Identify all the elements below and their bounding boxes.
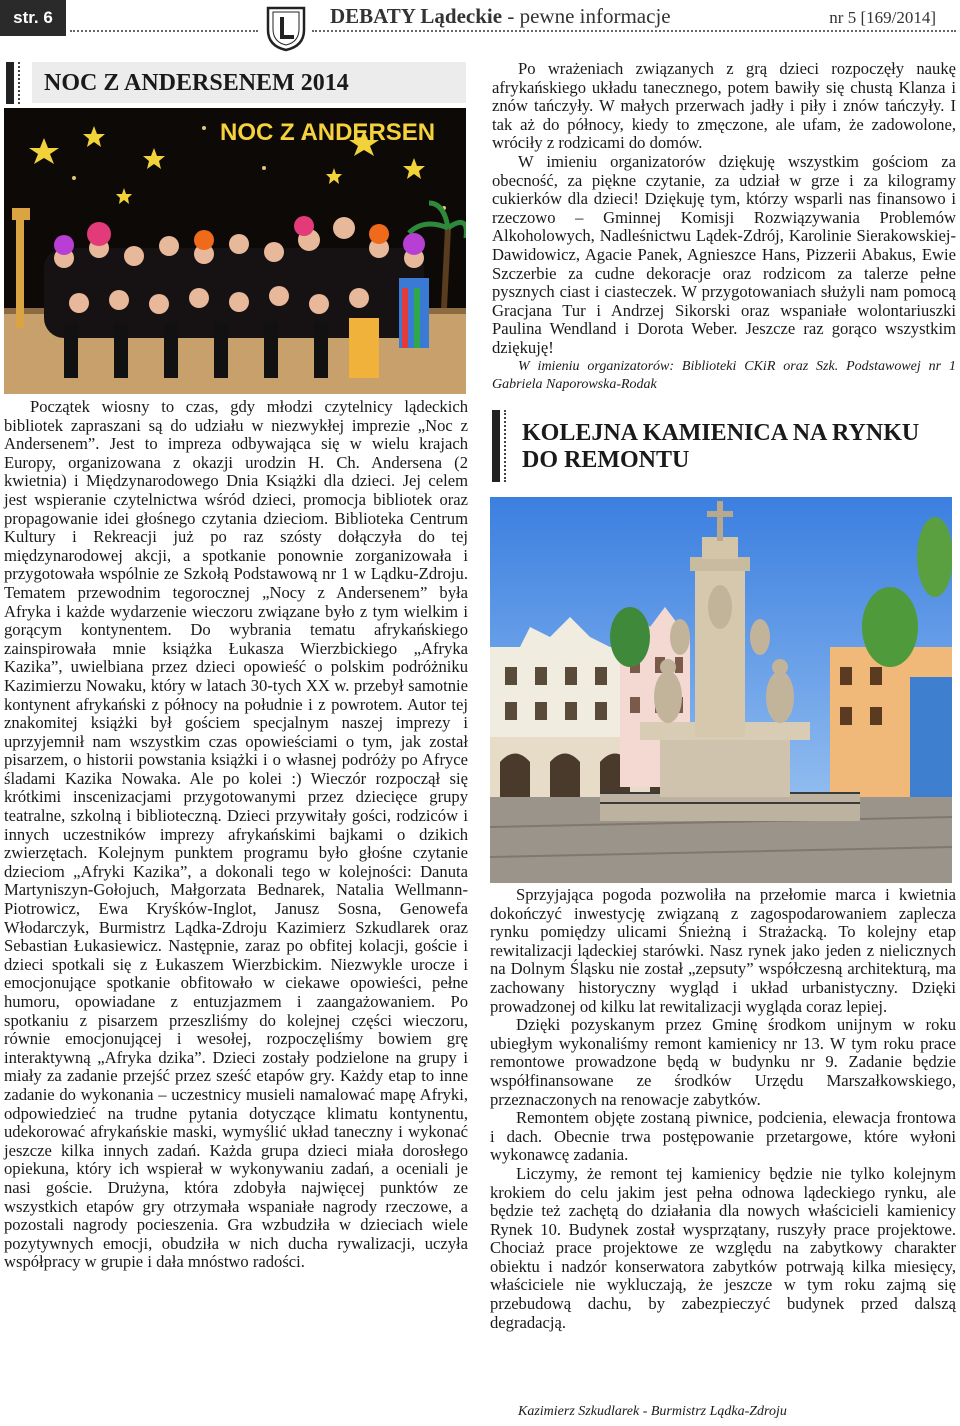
article2-signature: Kazimierz Szkudlarek - Burmistrz Lądka-Zdroju	[518, 1404, 787, 1419]
article1-heading	[6, 62, 466, 104]
heading-dots	[18, 62, 20, 104]
article2-paragraph: Sprzyjająca pogoda pozwoliła na przełomie marca i kwietnia dokończyć inwestycję związaną z zagospodarowaniem zaplecza rynku pomiędzy ulicami Śnieżną i Strażacką. To kolejny etap rewitalizacji lądeckiej starówki. Nasz rynek jako jeden z nielicznych na Dolnym Śląsku nie został „zepsuty” współczesną architekturą, ma zachowany historyczny wygląd i układ urbanistyczny. Dzięki prowadzonej od kilku lat rewitalizacji wygląda coraz lepiej.	[490, 885, 956, 1016]
article2-title: KOLEJNA KAMIENICA NA RYNKU DO REMONTU	[518, 410, 952, 480]
group-photo-illustration	[4, 108, 466, 394]
page-header	[0, 0, 960, 40]
newspaper-title	[330, 4, 671, 29]
article2-paragraph: Liczymy, że remont tej kamienicy będzie nie tylko kolejnym krokiem do celu jakim jest pełna odnowa lądeckiego rynku, ale będzie też zachętą do działania dla nowych właścicieli kamienicy Rynek 10. Budynek został wysprzątany, ruszyły prace projektowe. Chociaż prace projektowe ze względu na zabytkowy charakter obiektu i nadzór konserwatora zabytków potrwają kilka miesięcy, właściciele nie wykluczają, że jeszcze w tym roku zajmą się przebudową dachu, by zabezpieczyć budynek przed dalszą degradacją.	[490, 1163, 956, 1332]
article1-continuation-column	[492, 60, 956, 394]
photo-banner-text: NOC Z ANDERSEN	[220, 119, 436, 146]
town-square-column-photo	[490, 497, 952, 883]
article1-column	[4, 398, 468, 1272]
andersen-night-group-photo	[4, 108, 466, 394]
article1-paragraph: Początek wiosny to czas, gdy młodzi czytelnicy lądeckich bibliotek zapraszani są do udziału w niezwykłej imprezie „Noc z Andersenem”. Jest to impreza odbywająca się w wielu krajach Europy, organizowana z okazji urodzin H. Ch. Andersena (2 kwietnia) i Międzynarodowego Dnia Książki dla dzieci. Jej celem jest wspieranie czytelnictwa wśród dzieci, promocja bibliotek oraz propagowanie idei głośnego czytania dzieciom. Biblioteka Centrum Kultury i Rekreacji już po raz szósty dołączyła do tej międzynarodowej akcji, a spotkanie ponownie zorganizowała i przygotowała wspólnie ze Szkołą Podstawową nr 1 w Lądku-Zdroju. Tematem przewodnim tegorocznej „Nocy z Andersenem” była Afryka i każde wydarzenie wieczoru związane było z tym wielkim i gorącym kontynentem. Do wybrania tematu afrykańskiego zainspirowała mnie książka Łukasza Wierzbickiego „Afryka Kazika”, uwielbiana przez dzieci opowieść o polskim podróżniku Kazimierzu Nowaku, który w latach 30-tych XX w. przebył samotnie kontynent afrykański z północy na południe i z powrotem. Autor tej znakomitej książki był gościem specjalnym naszej imprezy i uprzyjemnił nam wszystkim czas opowieściami o tym, jak został pisarzem, o historii powstania książki i o własnej podróży po Afryce śladami Kazika Nowaka. Ale po kolei :) Wieczór rozpoczął się krótkimi inscenizacjami przygotowanymi przez dziecięce grupy teatralne, szkolną i biblioteczną. Dzieci przywitały gości, rodziców i innych uczestników imprezy afrykańskimi bajkami o dzikich zwierzętach. Kolejnym punktem programu było głośne czytanie dzieciom „Afryki Kazika”, a dokonali tego w kolejności: Danuta Martyniszyn-Gołojuch, Małgorzata Bednarek, Natalia Wellmann-Piotrowicz, Ewa Kryśków-Inglot, Janusz Sosna, Genowefa Włodarczyk, Burmistrz Lądka-Zdroju Kazimierz Szkudlarek oraz Sebastian Łukasiewicz. Następnie, zaraz po obfitej kolacji, goście i dzieci spotkali się z Łukaszem Wierzbickim. Niezwykle urocze i emocjonujące spotkanie obfitowało w ciekawe opowieści, pełne humoru, opowiadane z entuzjazmem i zaangażowaniem. Po spotkaniu z pisarzem przeszliśmy do kolejnej części wieczoru, równie emocjonującej i wesołej, rozpoczęliśmy bowiem grę interaktywną „Afryka dzika”. Dzieci zostały podzielone na grupy i miały za zadanie przejść przez sześć etapów gry. Każdy etap to inne zadanie do wykonania – uczestnicy musieli namalować mapę Afryki, odpowiedzieć na trudne pytania dotyczące klimatu kontynentu, udekorować afrykańskie maski, wymyślić układ taneczny i wykonać jeszcze kilka innych zadań. Każda grupa dzieci miała dorosłego opiekuna, który ich wspierał w wykonywaniu zadań, a oceniali je nasi goście. Drużyna, która zdobyła najwięcej punktów ze wszystkich etapów gry otrzymała wspaniałe nagrody rzeczowe, a pozostali nagrody pocieszenia. Gra wzbudziła w dzieciach wiele pozytywnych emocji, obudziła w nich ducha rywalizacji, uczyła współpracy w grupie i dała mnóstwo radości.	[4, 397, 468, 1272]
header-dotted-rule-right	[312, 30, 956, 32]
article2-paragraph: Dzięki pozyskanym przez Gminę środkom unijnym w roku ubiegłym wykonaliśmy remont kamienicy nr 13. W tym roku prace remontowe prowadzone będą w budynku nr 9. Zadanie będzie współfinansowane ze środków Urzędu Marszałkowskiego, przeznaczonych na renowacje zabytków.	[490, 1015, 956, 1109]
heading-bar	[6, 62, 14, 104]
article1-paragraph: Po wrażeniach związanych z grą dzieci rozpoczęły naukę afrykańskiego układu tanecznego, potem bawiły się chustą Klanza i znów tańczyły. W małych przerwach jadły i piły i znów tańczyły. I tak aż do północy, kiedy to zmęczone, ale ufam, że zadowolone, wróciły z rodzicami do domów.	[492, 59, 956, 153]
article2-paragraph: Remontem objęte zostaną piwnice, podcienia, elewacja frontowa i dach. Obecnie trwa postępowanie przetargowe, które wyłoni wykonawcę zadania.	[490, 1108, 956, 1165]
heading-bar	[492, 410, 500, 482]
article1-signature: W imieniu organizatorów: Biblioteki CKiR oraz Szk. Podstawowej nr 1 Gabriela Naporowska-Rodak	[492, 358, 956, 392]
newspaper-name: DEBATY Lądeckie	[330, 4, 503, 28]
heading-dots	[504, 410, 506, 482]
newspaper-logo-icon	[262, 4, 310, 52]
header-dotted-rule-left	[70, 30, 258, 32]
issue-number: nr 5 [169/2014]	[829, 8, 936, 27]
article2-heading	[492, 410, 952, 482]
town-square-illustration	[490, 497, 952, 883]
article2-column	[490, 886, 956, 1332]
page-number: str. 6	[0, 0, 66, 36]
newspaper-tagline: - pewne informacje	[502, 4, 671, 28]
article1-title: NOC Z ANDERSENEM 2014	[32, 62, 466, 103]
article1-paragraph: W imieniu organizatorów dziękuję wszystkim gościom za obecność, za piękne czytanie, za udział w grze i za kilogramy cukierków dla dzieci! Dziękuję tym, którzy wsparli nas finansowo i rzeczowo – Gminnej Komisji Rozwiązywania Problemów Alkoholowych, Nadleśnictwu Lądek-Zdrój, Karolinie Sierakowskiej-Dawidowicz, Agacie Panek, Agnieszce Hans, Pizzerii Abakus, Ewie Szczerbie za cudne dekoracje oraz rodzicom za talerze pełne pysznych ciast i ciasteczek. W przygotowaniach służyli nam pomocą Gracjana Tur i Andrzej Sikorski oraz wspaniałe wolontariuszki Paulina Wendland i Dorota Weber. Jeszcze raz gorąco wszystkim dziękuję!	[492, 151, 956, 357]
